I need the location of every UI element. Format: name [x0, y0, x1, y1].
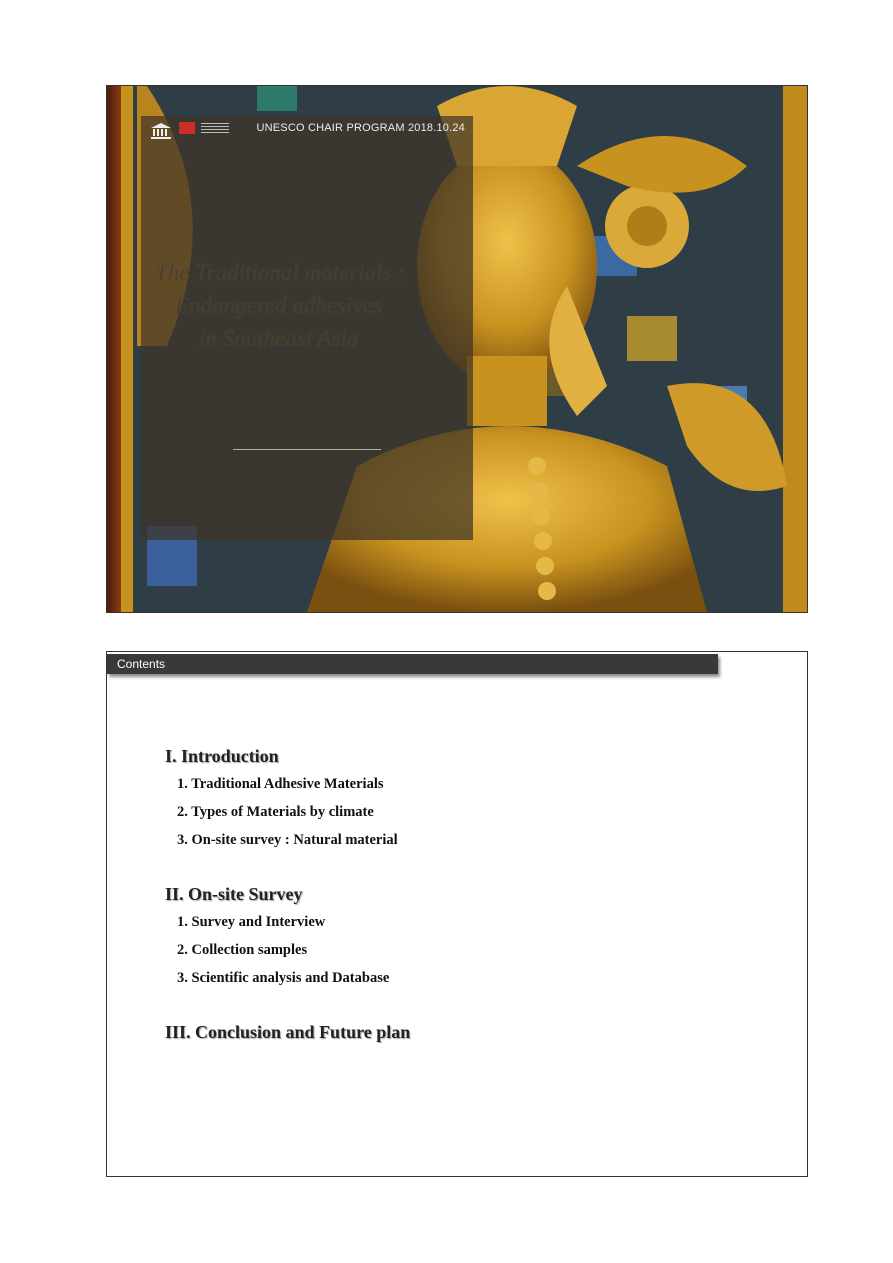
toc-item: 3. On-site survey : Natural material	[177, 832, 398, 848]
section-heading-conclusion: III. Conclusion and Future plan	[165, 1022, 411, 1042]
title-line: The Traditional materials :	[155, 260, 405, 285]
title-slide	[106, 85, 808, 613]
section-heading-introduction: I. Introduction	[165, 746, 279, 766]
slide-title	[155, 256, 465, 355]
logo-group	[149, 122, 229, 142]
toc-item: 1. Traditional Adhesive Materials	[177, 776, 384, 792]
contents-header-bar	[107, 654, 718, 674]
section-heading-on-site-survey: II. On-site Survey	[165, 884, 303, 904]
institution-name-mark	[201, 123, 229, 133]
table-of-contents	[165, 746, 410, 1046]
unesco-logo-icon	[149, 122, 173, 142]
program-date: UNESCO CHAIR PROGRAM 2018.10.24	[256, 122, 465, 134]
toc-item: 2. Collection samples	[177, 942, 308, 958]
title-divider	[233, 449, 381, 450]
institution-logo-icon	[179, 122, 195, 134]
contents-label: Contents	[117, 657, 166, 671]
toc-item: 2. Types of Materials by climate	[177, 804, 374, 820]
contents-slide	[106, 651, 808, 1177]
toc-item: 3. Scientific analysis and Database	[177, 970, 390, 986]
title-line: Endangered adhesives	[175, 293, 382, 318]
title-overlay-panel	[141, 116, 473, 540]
title-line: in Southeast Asia	[199, 326, 359, 351]
toc-item: 1. Survey and Interview	[177, 914, 326, 930]
